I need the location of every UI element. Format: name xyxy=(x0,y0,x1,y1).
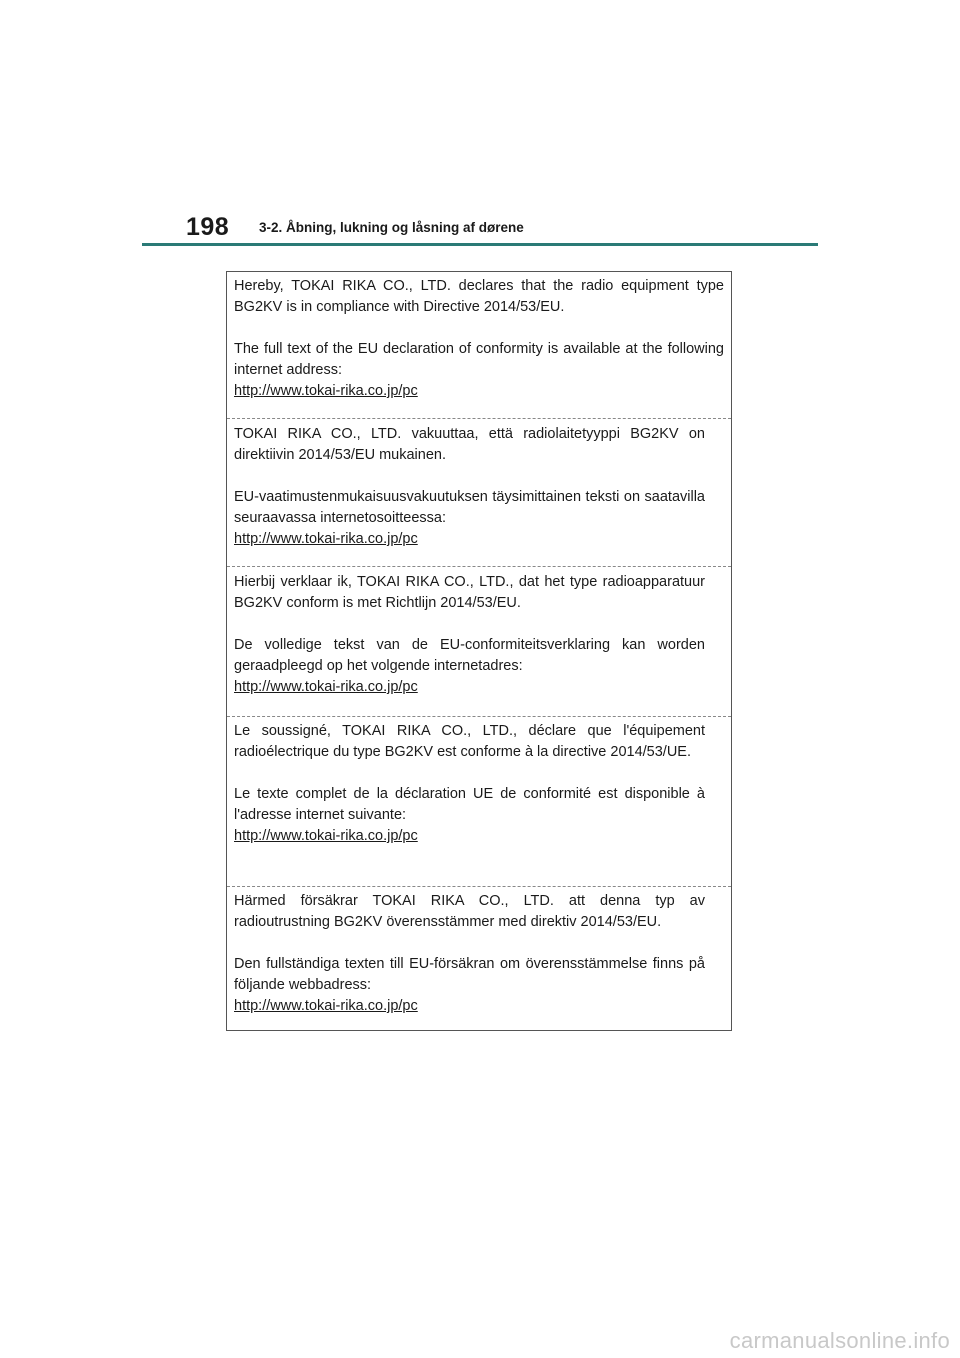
declaration-availability: The full text of the EU declaration of conformity is available at the following internet address: xyxy=(234,341,724,378)
declaration-statement: Le soussigné, TOKAI RIKA CO., LTD., déclare que l'équipement radioélectrique du type BG2KV est conforme à la directive 2014/53/UE. xyxy=(234,723,705,760)
declaration-dutch xyxy=(227,567,731,717)
declaration-statement: TOKAI RIKA CO., LTD. vakuuttaa, että radiolaitetyyppi BG2KV on direktiivin 2014/53/EU mukainen. xyxy=(234,426,705,463)
declaration-availability: De volledige tekst van de EU-conformiteitsverklaring kan worden geraadpleegd op het volgende internetadres: xyxy=(234,637,705,674)
section-title: 3-2. Åbning, lukning og låsning af dørene xyxy=(259,220,524,235)
declaration-url-link[interactable]: http://www.tokai-rika.co.jp/pc xyxy=(234,679,418,695)
declaration-english xyxy=(227,272,731,419)
header-rule xyxy=(142,243,818,246)
page-number: 198 xyxy=(186,213,230,241)
declaration-availability: Den fullständiga texten till EU-försäkran om överensstämmelse finns på följande webbadress: xyxy=(234,956,705,993)
declaration-statement: Hierbij verklaar ik, TOKAI RIKA CO., LTD., dat het type radioapparatuur BG2KV conform is met Richtlijn 2014/53/EU. xyxy=(234,574,705,611)
declaration-availability: Le texte complet de la déclaration UE de conformité est disponible à l'adresse internet suivante: xyxy=(234,786,705,823)
declarations-box xyxy=(226,271,732,1031)
declaration-french xyxy=(227,717,731,887)
declaration-swedish xyxy=(227,887,731,1032)
declaration-finnish xyxy=(227,419,731,567)
declaration-url-link[interactable]: http://www.tokai-rika.co.jp/pc xyxy=(234,998,418,1014)
watermark: carmanualsonline.info xyxy=(729,1328,950,1353)
declaration-url-link[interactable]: http://www.tokai-rika.co.jp/pc xyxy=(234,531,418,547)
declaration-statement: Hereby, TOKAI RIKA CO., LTD. declares that the radio equipment type BG2KV is in compliance with Directive 2014/53/EU. xyxy=(234,278,724,315)
declaration-url-link[interactable]: http://www.tokai-rika.co.jp/pc xyxy=(234,383,418,399)
declaration-statement: Härmed försäkrar TOKAI RIKA CO., LTD. att denna typ av radioutrustning BG2KV överensstämmer med direktiv 2014/53/EU. xyxy=(234,893,705,930)
declaration-availability: EU-vaatimustenmukaisuusvakuutuksen täysimittainen teksti on saatavilla seuraavassa internetosoitteessa: xyxy=(234,489,705,526)
declaration-url-link[interactable]: http://www.tokai-rika.co.jp/pc xyxy=(234,828,418,844)
